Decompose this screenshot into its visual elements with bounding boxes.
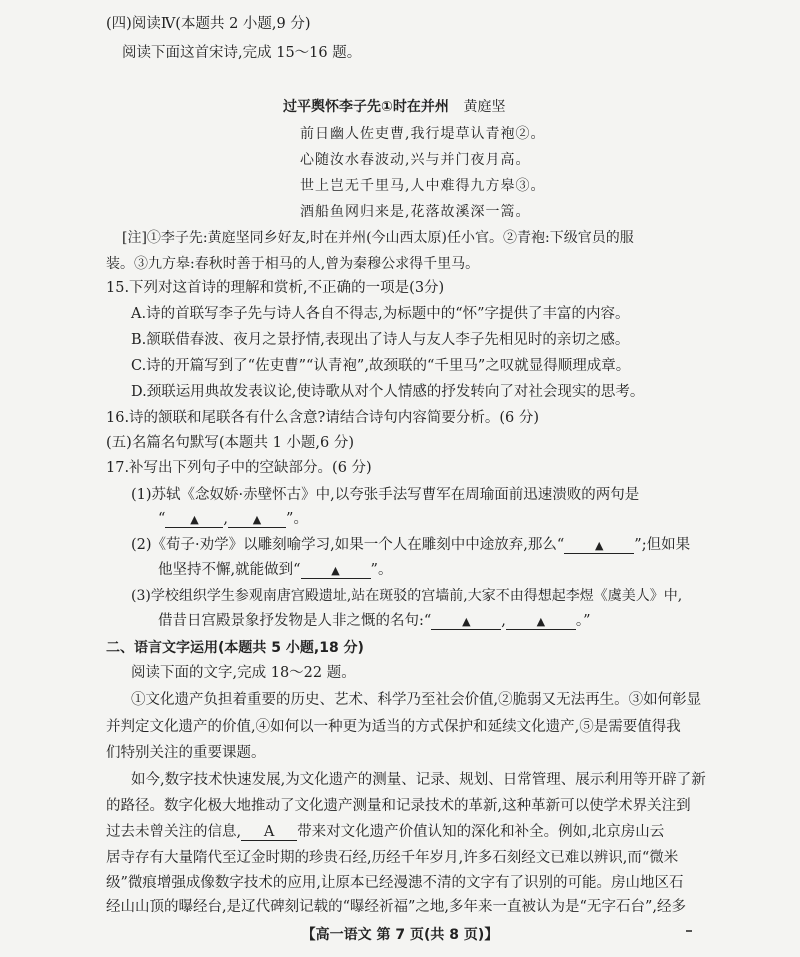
q17-stem: 17.补写出下列句子中的空缺部分。(6 分) (106, 460, 372, 476)
q17-2-line2: 他坚持不懈,就能做到“ ▲ ”。 (158, 562, 393, 578)
q17-3-line2: 借昔日宫殿景象抒发物是人非之慨的名句:“ ▲ , ▲ 。” (158, 613, 591, 629)
para1-line: ①文化遗产负担着重要的历史、艺术、科学乃至社会价值,②脆弱又无法再生。③如何彰显 (131, 692, 702, 708)
para2-line: 居寺存有大量隋代至辽金时期的珍贵石经,历经千年岁月,许多石刻经文已难以辨识,而“微米 (106, 850, 679, 866)
q15-option-a: A.诗的首联写李子先与诗人各自不得志,为标题中的“怀”字提供了丰富的内容。 (131, 306, 630, 322)
poem-notes: [注]①李子先:黄庭坚同乡好友,时在并州(今山西太原)任小官。②青袍:下级官员的服 (122, 230, 634, 246)
q17-1-text: (1)苏轼《念奴娇·赤壁怀古》中,以夸张手法写曹军在周瑜面前迅速溃败的两句是 (131, 487, 640, 503)
poem-notes-cont: 装。③九方皋:春秋时善于相马的人,曾为秦穆公求得千里马。 (106, 256, 480, 272)
answer-blank[interactable]: ▲ (228, 513, 286, 528)
para2-line: 级”微痕增强成像数字技术的应用,让原本已经漫漶不清的文字有了识别的可能。房山地区石 (106, 875, 684, 891)
poem-author: 黄庭坚 (463, 99, 506, 115)
q15-stem: 15.下列对这首诗的理解和赏析,不正确的一项是(3分) (106, 280, 445, 296)
q15-option-d: D.颈联运用典故发表议论,使诗歌从对个人情感的抒发转向了对社会现实的思考。 (131, 384, 645, 400)
q17-1-blanks: “ ▲ , ▲ ”。 (158, 511, 308, 527)
scan-mark (686, 930, 692, 932)
answer-blank[interactable]: ▲ (431, 615, 501, 630)
para2-line: 过去未曾关注的信息, A 带来对文化遗产价值认知的深化和补全。例如,北京房山云 (106, 824, 665, 840)
blank-a[interactable]: A (241, 825, 297, 841)
part2-heading: 二、语言文字运用(本题共 5 小题,18 分) (106, 640, 364, 656)
answer-blank[interactable]: ▲ (301, 564, 371, 579)
q17-3-text: (3)学校组织学生参观南唐宫殿遗址,站在斑驳的宫墙前,大家不由得想起李煜《虞美人》中, (131, 588, 683, 604)
section4-instruction: 阅读下面这首宋诗,完成 15～16 题。 (122, 45, 362, 61)
part2-instruction: 阅读下面的文字,完成 18～22 题。 (131, 665, 356, 681)
poem-line: 前日幽人佐吏曹,我行堤草认青袍②。 (300, 126, 546, 142)
para2-line: 的路径。数字化极大地推动了文化遗产测量和记录技术的革新,这种革新可以使学术界关注到 (106, 798, 691, 814)
poem-line: 酒船鱼网归来是,花落故溪深一篙。 (300, 204, 531, 220)
poem-title-text: 过平舆怀李子先①时在并州 (283, 99, 449, 115)
poem-line: 心随汝水春波动,兴与并门夜月高。 (300, 152, 531, 168)
page-footer: 【高一语文 第 7 页(共 8 页)】 (301, 927, 499, 943)
para1-line: 并判定文化遗产的价值,④如何以一种更为适当的方式保护和延续文化遗产,⑤是需要值得我 (106, 719, 681, 735)
para2-line: 经山山顶的曝经台,是辽代碑刻记载的“曝经祈福”之地,多年来一直被认为是“无字石台”,经多 (106, 899, 686, 915)
section4-heading: (四)阅读Ⅳ(本题共 2 小题,9 分) (106, 16, 311, 32)
answer-blank[interactable]: ▲ (165, 513, 223, 528)
section5-heading: (五)名篇名句默写(本题共 1 小题,6 分) (106, 435, 355, 451)
q17-2-text: (2)《荀子·劝学》以雕刻喻学习,如果一个人在雕刻中中途放弃,那么“ ▲ ”;但如果 (131, 537, 691, 553)
answer-blank[interactable]: ▲ (564, 539, 634, 554)
q15-option-b: B.颔联借春波、夜月之景抒情,表现出了诗人与友人李子先相见时的亲切之感。 (131, 332, 630, 348)
para2-line: 如今,数字技术快速发展,为文化遗产的测量、记录、规划、日常管理、展示利用等开辟了新 (131, 772, 706, 788)
q15-option-c: C.诗的开篇写到了“佐吏曹”“认青袍”,故颈联的“千里马”之叹就显得顺理成章。 (131, 358, 631, 374)
poem-line: 世上岂无千里马,人中难得九方皋③。 (300, 178, 546, 194)
answer-blank[interactable]: ▲ (506, 615, 576, 630)
q16-stem: 16.诗的颔联和尾联各有什么含意?请结合诗句内容简要分析。(6 分) (106, 410, 539, 426)
poem-title (283, 100, 505, 114)
para1-line: 们特别关注的重要课题。 (106, 745, 266, 761)
